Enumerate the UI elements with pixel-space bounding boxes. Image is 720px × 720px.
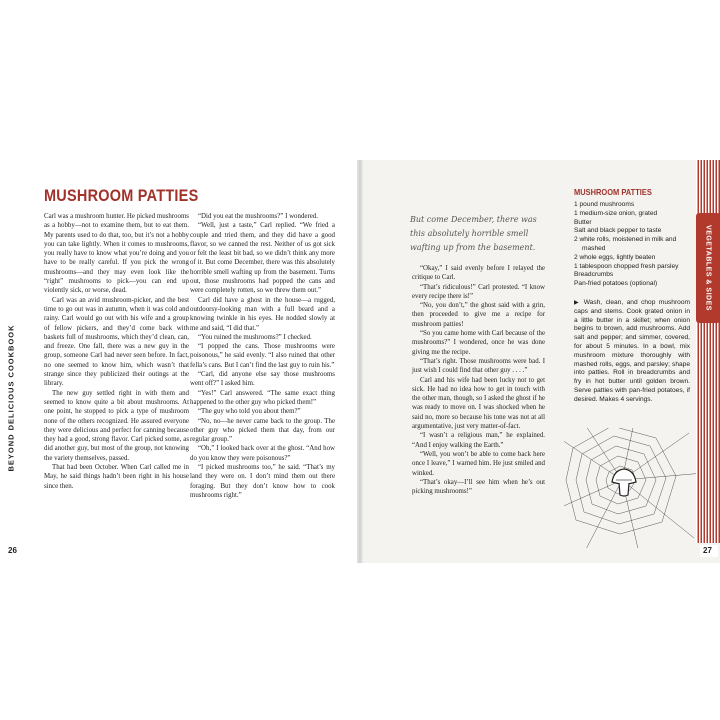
paragraph: “Oh,” I looked back over at the ghost. “And how do you know they were poisonous?” (190, 445, 335, 462)
paragraph: Carl and his wife had been lucky not to get sick. He had no idea how to get in touch with the other man, though, so I asked the ghost if he was ready to move on. I was shocked when he said no, more so because his tone was not at all argumentative, just very matter-of-fact. (412, 376, 545, 431)
directions-text: Wash, clean, and chop mushroom caps and stems. Cook grated onion in a little butter in a skillet; when onion begins to brown, add mushrooms. Add salt and pepper; and simmer, covered, for about 5 minutes. In a bowl, mix mushroom mixture thoroughly with mashed rolls, eggs, and parsley; shape into patties. Roll in breadcrumbs and fry in hot butter until golden brown. Serve patties with pan-fried potatoes, if desired. Makes 4 servings. (574, 299, 690, 403)
ingredient-item: Pan-fried potatoes (optional) (574, 280, 658, 288)
paragraph: “Did you eat the mushrooms?” I wondered. (198, 213, 318, 220)
paragraph: “Well, you won’t be able to come back here once I leave,” I warned him. He just smiled and winked. (412, 450, 545, 477)
arrow-bullet-icon: ▶ (574, 300, 581, 306)
paragraph: “Okay,” I said evenly before I relayed the critique to Carl. (412, 265, 545, 282)
paragraph: The new guy settled right in with them and seemed to know quite a bit about mushrooms. At one point, he stopped to pick a type of mushroom none of the others recognized. He assured everyone they were delicious and perfect for canning because they had a good, strong flavor. Carl picked some, as did another guy, but most of the group, not knowing the variety themselves, passed. (44, 389, 189, 462)
ingredient-item: Butter (574, 218, 592, 226)
recipe-directions (574, 299, 690, 405)
paragraph: “That’s right. Those mushrooms were bad. I just wish I could find that other guy . . . .” (412, 357, 545, 375)
ingredient-item: 1 pound mushrooms (574, 201, 635, 208)
paragraph: Carl was an avid mushroom-picker, and the best time to go out was in autumn, when it was cold and rainy. Carl would go out with his wife and a group of fellow pickers, and they’d come back with baskets full of mushrooms, which they’d clean, can, and freeze. One fall, there was a new guy in the group, someone Carl had never seen before. In fact, no one seemed to know him, which wasn’t that strange since they publicized their outings at the library. (44, 296, 189, 388)
pull-quote: But come December, there was this absolutely horrible smell wafting up from the basement. (410, 215, 537, 252)
paragraph: “You ruined the mushrooms?” I checked. (198, 333, 312, 341)
paragraph: “I picked mushrooms too,” he said. “That’s my land they were on. I don’t mind them out there foraging. But they don’t know how to cook mushrooms right.” (190, 464, 335, 499)
paragraph: “I popped the cans. Those mushrooms were poisonous,” he said evenly. “I also ruined that other fella’s cans. But I can’t find the last guy to ruin his.” (190, 343, 335, 369)
page-number: 26 (8, 546, 17, 555)
paragraph: “No, no—he never came back to the group. The other guy who picked them that day, from our regular group.” (190, 417, 335, 444)
paragraph: “That’s okay—I’ll see him when he’s out picking mushrooms!” (412, 478, 545, 496)
chapter-tab-label: VEGETABLES & SIDES (704, 225, 712, 311)
paragraph: “That’s ridiculous!” Carl protested. “I know every recipe there is!” (412, 283, 545, 300)
text-column-2 (190, 212, 335, 500)
right-page (360, 160, 720, 563)
ingredient-item: Breadcrumbs (574, 271, 614, 279)
text-column-3 (412, 264, 545, 496)
paragraph: Carl was a mushroom hunter. He picked mushrooms as a hobby—not to examine them, but to eat them. My parents used to do that, too, but it’s not a hobby you can take lightly. When it comes to mushrooms, you really have to know what you’re doing and you have to be really careful. If you pick the wrong mushrooms—and they may even look like the “right” mushrooms to pick—you can end up violently sick, or worse, dead. (44, 213, 189, 295)
page-number: 27 (703, 546, 712, 555)
paragraph: Carl did have a ghost in the house—a rugged, outdoorsy-looking man with a full beard and a knowing twinkle in his eyes. He nodded slowly at me and said, “I did that.” (190, 296, 335, 332)
paragraph: “No, you don’t,” the ghost said with a grin, then proceeded to give me a recipe for mushroom patties! (412, 302, 545, 328)
paragraph: “So you came home with Carl because of the mushrooms?” I wondered, once he was done giving me the recipe. (412, 330, 545, 356)
paragraph: “Well, just a taste,” Carl replied. “We fried a couple and tried them, and they did have a good flavor, so we canned the rest. Neither of us got sick or felt the least bit bad, so we didn’t think any more of it. But come December, there was this absolutely horrible smell wafting up from the basement. Turns out, those mushrooms had popped the cans and were completely rotten, so we threw them out.” (190, 222, 335, 295)
paragraph: “Carl, did anyone else say those mushrooms went off?” I asked him. (190, 371, 335, 388)
left-page (0, 160, 360, 563)
running-header: BEYOND DELICIOUS COOKBOOK (6, 324, 16, 472)
ingredient-item: 2 whole eggs, lightly beaten (574, 253, 656, 261)
text-column-1 (44, 212, 189, 491)
ingredient-list (574, 201, 690, 289)
ingredient-item: 1 tablespoon chopped fresh parsley (574, 262, 679, 270)
page-title: MUSHROOM PATTIES (44, 186, 199, 205)
book-spread (0, 160, 720, 563)
recipe-title: MUSHROOM PATTIES (574, 187, 652, 197)
chapter-tab (696, 213, 720, 323)
ingredient-item: Salt and black pepper to taste (574, 227, 662, 235)
ingredient-item: 1 medium-size onion, grated (574, 209, 658, 217)
paragraph: “The guy who told you about them?” (198, 408, 301, 416)
paragraph: That had been October. When Carl called me in May, he said things hadn’t been right in his house since then. (44, 464, 189, 490)
ingredient-item: 2 white rolls, moistened in milk and mashed (574, 236, 677, 252)
paragraph: “Yes!” Carl answered. “The same exact thing happened to the other guy who picked them!” (190, 389, 335, 406)
page-number-box (700, 545, 718, 557)
book-gutter (357, 160, 363, 563)
paragraph: “I wasn’t a religious man,” he explained. “And I enjoy walking the Earth.” (412, 432, 545, 449)
spider-web-mushroom-icon (564, 428, 698, 548)
